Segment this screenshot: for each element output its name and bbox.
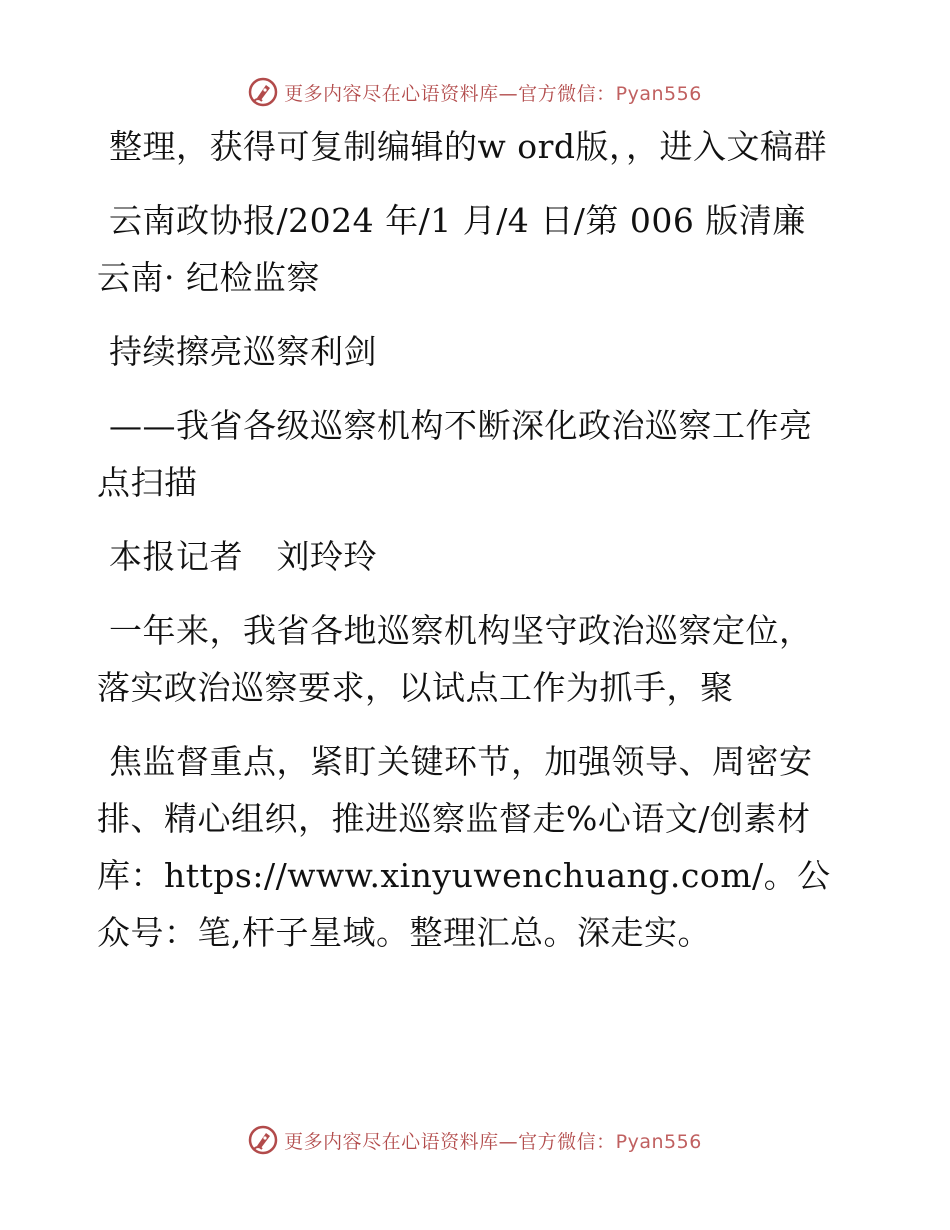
article-title: 持续擦亮巡察利剑 — [109, 332, 377, 371]
pen-nib-logo-icon — [248, 77, 278, 107]
article-subtitle: ——我省各级巡察机构不断深化政治巡察工作亮点扫描 — [97, 406, 813, 502]
paragraph-body-1: 一年来，我省各地巡察机构坚守政治巡察定位，落实政治巡察要求，以试点工作为抓手，聚 — [97, 611, 813, 707]
document-body — [97, 118, 832, 978]
watermark-text: 更多内容尽在心语资料库—官方微信：Pyan556 — [284, 82, 702, 105]
watermark-text: 更多内容尽在心语资料库—官方微信：Pyan556 — [284, 1130, 702, 1153]
footer-watermark — [0, 1120, 950, 1160]
paragraph-source: 云南政协报/2024 年/1 月/4 日/第 006 版清廉云南· 纪检监察 — [97, 201, 806, 297]
paragraph-body-2: 焦监督重点，紧盯关键环节，加强领导、周密安排、精心组织，推进巡察监督走%心语文/创素材库：https://www.xinyuwenchuang.com/。公众号：笔,杆子星域。整理汇总。深走实。 — [97, 742, 831, 952]
header-watermark — [0, 72, 950, 112]
article-byline: 本报记者 刘玲玲 — [109, 537, 377, 576]
pen-nib-logo-icon — [248, 1125, 278, 1155]
paragraph-intro: 整理，获得可复制编辑的w ord版，，进入文稿群 — [109, 127, 828, 166]
